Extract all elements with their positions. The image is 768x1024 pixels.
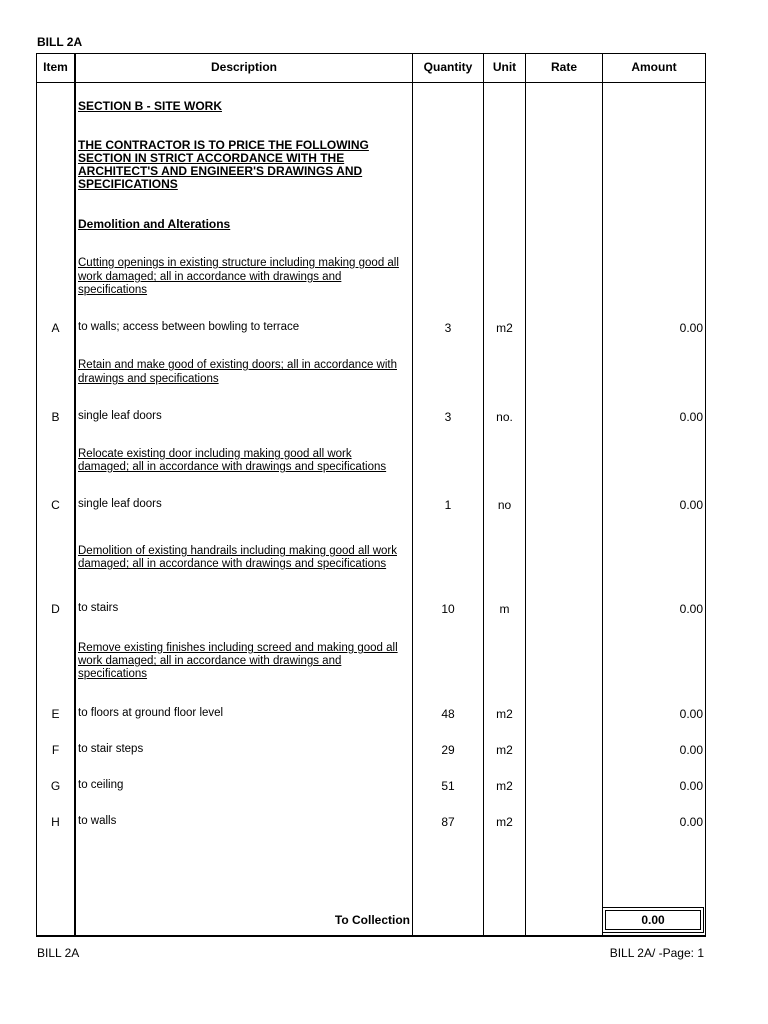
footer-right: BILL 2A/ -Page: 1: [609, 946, 704, 960]
instruction-line-1: THE CONTRACTOR IS TO PRICE THE FOLLOWING: [78, 138, 369, 152]
col-rule-rate: [602, 53, 603, 937]
item-amount: 0.00: [679, 498, 703, 512]
item-amount: 0.00: [679, 321, 703, 335]
item-unit: m2: [496, 743, 513, 757]
group-heading-line: Relocate existing door including making good all work: [78, 448, 352, 460]
section-title: SECTION B - SITE WORK: [78, 99, 222, 113]
item-quantity: 87: [441, 815, 455, 829]
header-amount: Amount: [631, 60, 677, 74]
col-rule-unit: [525, 53, 526, 937]
group-heading-line: specifications: [78, 284, 148, 296]
col-rule-item: [74, 53, 76, 937]
group-heading-line: specifications: [78, 668, 148, 680]
item-amount: 0.00: [679, 743, 703, 757]
item-unit: no: [497, 498, 512, 512]
instruction-line-4: SPECIFICATIONS: [78, 177, 178, 191]
table-header-rule: [36, 82, 706, 83]
collection-total: 0.00: [641, 913, 665, 927]
header-quantity: Quantity: [423, 60, 473, 74]
item-description: to walls; access between bowling to terrace: [78, 321, 300, 333]
instruction-line-2: SECTION IN STRICT ACCORDANCE WITH THE: [78, 151, 345, 165]
group-heading-line: Cutting openings in existing structure including making good all: [78, 257, 399, 269]
item-unit: m2: [496, 707, 513, 721]
item-unit: m2: [496, 321, 513, 335]
item-code: E: [51, 707, 60, 721]
item-quantity: 51: [441, 779, 455, 793]
instruction-line-3: ARCHITECT'S AND ENGINEER'S DRAWINGS AND: [78, 164, 363, 178]
group-heading-line: damaged; all in accordance with drawings and specifications: [78, 461, 387, 473]
item-code: G: [50, 779, 61, 793]
table-border-top: [36, 53, 706, 54]
group-heading-line: drawings and specifications: [78, 373, 219, 385]
table-border-bottom: [36, 935, 706, 937]
item-description: to ceiling: [78, 779, 124, 791]
collection-label: To Collection: [334, 913, 410, 927]
group-heading-line: Remove existing finishes including screed and making good all: [78, 642, 398, 654]
item-code: F: [51, 743, 60, 757]
item-unit: no.: [496, 410, 513, 424]
collection-total-box: [602, 907, 704, 933]
group-heading-line: damaged; all in accordance with drawings and specifications: [78, 558, 387, 570]
item-amount: 0.00: [679, 410, 703, 424]
item-code: A: [51, 321, 60, 335]
item-description: to walls: [78, 815, 117, 827]
bill-title: BILL 2A: [37, 35, 83, 49]
header-unit: Unit: [492, 60, 517, 74]
col-rule-description: [412, 53, 413, 937]
item-unit: m: [499, 602, 510, 616]
item-unit: m2: [496, 779, 513, 793]
header-item: Item: [43, 60, 68, 74]
item-amount: 0.00: [679, 707, 703, 721]
col-rule-quantity: [483, 53, 484, 937]
item-amount: 0.00: [679, 815, 703, 829]
item-quantity: 29: [441, 743, 455, 757]
item-code: D: [51, 602, 60, 616]
group-heading-line: Retain and make good of existing doors; all in accordance with: [78, 359, 397, 371]
group-heading-line: work damaged; all in accordance with drawings and: [78, 655, 342, 667]
table-border-left: [36, 53, 37, 937]
item-description: to floors at ground floor level: [78, 707, 224, 719]
item-description: to stairs: [78, 602, 119, 614]
item-code: H: [51, 815, 60, 829]
item-quantity: 3: [444, 321, 452, 335]
header-rate: Rate: [550, 60, 577, 74]
item-quantity: 1: [444, 498, 452, 512]
item-code: B: [51, 410, 60, 424]
item-description: single leaf doors: [78, 498, 162, 510]
item-quantity: 3: [444, 410, 452, 424]
item-unit: m2: [496, 815, 513, 829]
subsection-title: Demolition and Alterations: [78, 217, 231, 231]
item-quantity: 48: [441, 707, 455, 721]
group-heading-line: work damaged; all in accordance with drawings and: [78, 271, 342, 283]
footer-left: BILL 2A: [37, 946, 80, 960]
item-description: single leaf doors: [78, 410, 162, 422]
item-code: C: [51, 498, 60, 512]
item-description: to stair steps: [78, 743, 144, 755]
header-description: Description: [210, 60, 277, 74]
item-amount: 0.00: [679, 602, 703, 616]
group-heading-line: Demolition of existing handrails including making good all work: [78, 545, 397, 557]
item-amount: 0.00: [679, 779, 703, 793]
item-quantity: 10: [441, 602, 455, 616]
table-border-right: [705, 53, 706, 937]
